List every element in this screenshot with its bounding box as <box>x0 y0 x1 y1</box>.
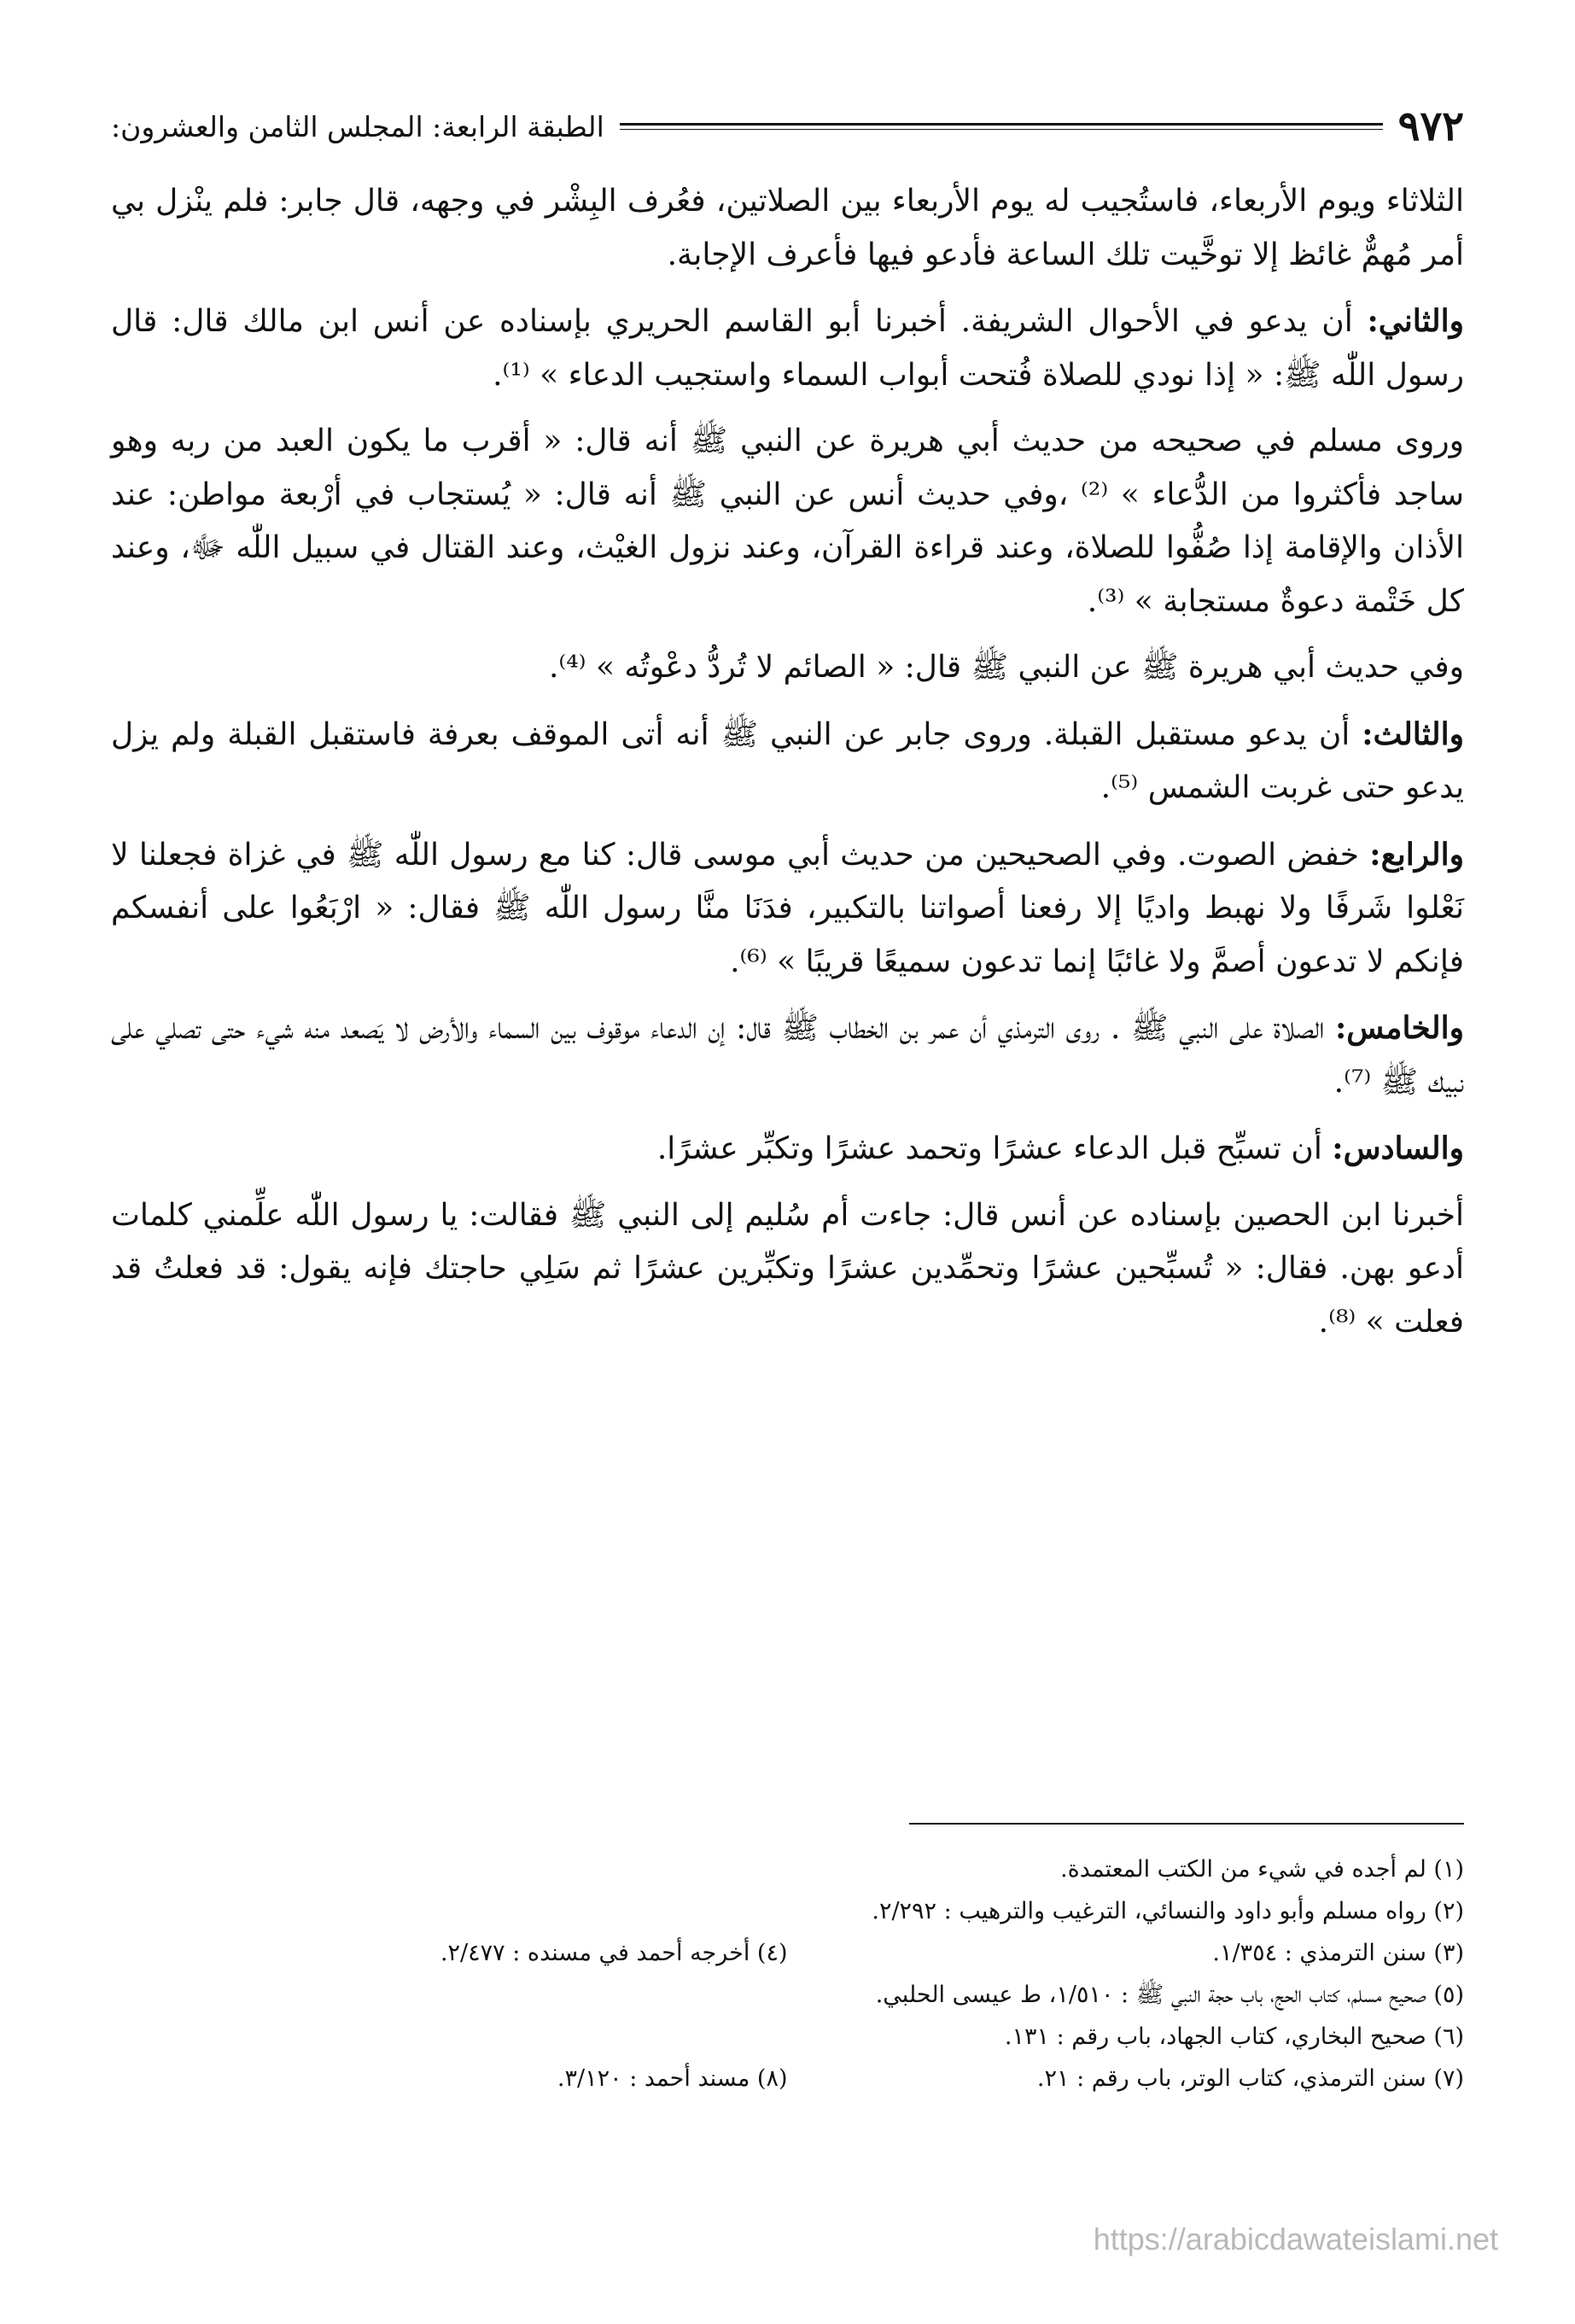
footnote-8: (٨) مسند أحمد : ٣/١٢٠. <box>557 2065 788 2092</box>
main-text <box>111 175 1464 1362</box>
footnote-7: (٧) سنن الترمذي، كتاب الوتر، باب رقم : ٢١. <box>1036 2065 1464 2092</box>
paragraph-1 <box>111 175 1464 282</box>
paragraph-text: أن يدعو مستقبل القبلة. وروى جابر عن النبي ﷺ أنه أتى الموقف بعرفة فاستقبل القبلة ولم يزل يدعو حتى غربت الشمس ⁽⁵⁾. <box>111 716 1464 805</box>
paragraph-2 <box>111 295 1464 402</box>
paragraph-text: الصلاة على النبي ﷺ . روى الترمذي أن عمر بن الخطاب ﷺ قال: إن الدعاء موقوف بين السماء والأرض لا يَصعد منه شيء حتى تصلي على نبيك ﷺ ⁽⁷⁾. <box>111 1011 1464 1100</box>
footnote-3: (٣) سنن الترمذي : ١/٣٥٤. <box>1212 1940 1464 1966</box>
paragraph-3 <box>111 415 1464 628</box>
paragraph-9 <box>111 1189 1464 1350</box>
paragraph-text: أن يدعو في الأحوال الشريفة. أخبرنا أبو القاسم الحريري بإسناده عن أنس ابن مالك قال: قال رسول اللّٰه ﷺ: « إذا نودي للصلاة فُتحت أبواب السماء واستجيب الدعاء » ⁽¹⁾. <box>111 304 1464 393</box>
paragraph-lead: والثالث: <box>1362 715 1464 752</box>
page-number: ٩٧٢ <box>1397 102 1464 150</box>
paragraph-lead: والثاني: <box>1367 303 1464 339</box>
footnote-5: (٥) صحيح مسلم، كتاب الحج، باب حجة النبي ﷺ : ١/٥١٠، ط عيسى الحلبي. <box>875 1982 1464 2008</box>
paragraph-text: أخبرنا ابن الحصين بإسناده عن أنس قال: جاءت أم سُليم إلى النبي ﷺ فقالت: يا رسول اللّٰه علِّمني كلمات أدعو بهن. فقال: « تُسبِّحين عشرًا وتحمِّدين عشرًا وتكبِّرين عشرًا ثم سَلِي حاجتك فإنه يقول: قد فعلتُ قد فعلت » ⁽⁸⁾. <box>111 1197 1464 1340</box>
footnotes <box>111 1848 1464 2099</box>
paragraph-6 <box>111 828 1464 990</box>
paragraph-lead: والخامس: <box>1334 1010 1464 1046</box>
paragraph-text: أن تسبِّح قبل الدعاء عشرًا وتحمد عشرًا وتكبِّر عشرًا. <box>656 1131 1333 1166</box>
footnote-2: (٢) رواه مسلم وأبو داود والنسائي، الترغيب والترهيب : ٢/٢٩٢. <box>872 1898 1464 1924</box>
footnote-separator <box>909 1823 1464 1825</box>
paragraph-7 <box>111 1001 1464 1109</box>
paragraph-text: الثلاثاء ويوم الأربعاء، فاستُجيب له يوم الأربعاء بين الصلاتين، فعُرف البِشْر في وجهه، قال جابر: فلم ينْزل بي أمر مُهمٌّ غائظ إلا توخَّيت تلك الساعة فأدعو فيها فأعرف الإجابة. <box>111 184 1464 272</box>
paragraph-4 <box>111 641 1464 695</box>
paragraph-text: خفض الصوت. وفي الصحيحين من حديث أبي موسى قال: كنا مع رسول اللّٰه ﷺ في غزاة فجعلنا لا نَعْلوا شَرفًا ولا نهبط واديًا إلا رفعنا أصواتنا بالتكبير، فدَنَا منَّا رسول اللّٰه ﷺ فقال: « ارْبَعُوا على أنفسكم فإنكم لا تدعون أصمَّ ولا غائبًا إنما تدعون سميعًا قريبًا » ⁽⁶⁾. <box>111 837 1464 979</box>
watermark: https://arabicdawateislami.net <box>1093 2222 1498 2257</box>
footnote-4: (٤) أخرجه أحمد في مسنده : ٢/٤٧٧. <box>440 1940 788 1966</box>
page-header <box>111 101 1464 152</box>
paragraph-text: وروى مسلم في صحيحه من حديث أبي هريرة عن النبي ﷺ أنه قال: « أقرب ما يكون العبد من ربه وهو ساجد فأكثروا من الدُّعاء » ⁽²⁾ ،وفي حديث أنس عن النبي ﷺ أنه قال: « يُستجاب في أرْبعة مواطن: عند الأذان والإقامة إذا صُفُّوا للصلاة، وعند قراءة القرآن، وعند نزول الغيْث، وعند القتال في سبيل اللّٰه ﷻ، وعند كل خَتْمة دعوةٌ مستجابة » ⁽³⁾. <box>111 423 1464 619</box>
paragraph-8 <box>111 1122 1464 1177</box>
header-rule <box>620 123 1383 130</box>
paragraph-lead: والسادس: <box>1332 1130 1464 1166</box>
footnote-1: (١) لم أجده في شيء من الكتب المعتمدة. <box>1060 1856 1464 1883</box>
paragraph-lead: والرابع: <box>1369 836 1464 873</box>
footnote-6: (٦) صحيح البخاري، كتاب الجهاد، باب رقم : ١٣١. <box>1004 2023 1464 2050</box>
running-title: الطبقة الرابعة: المجلس الثامن والعشرون: <box>111 109 604 143</box>
paragraph-text: وفي حديث أبي هريرة ﷺ عن النبي ﷺ قال: « الصائم لا تُردُّ دعْوتُه » ⁽⁴⁾. <box>548 650 1464 685</box>
paragraph-5 <box>111 708 1464 815</box>
